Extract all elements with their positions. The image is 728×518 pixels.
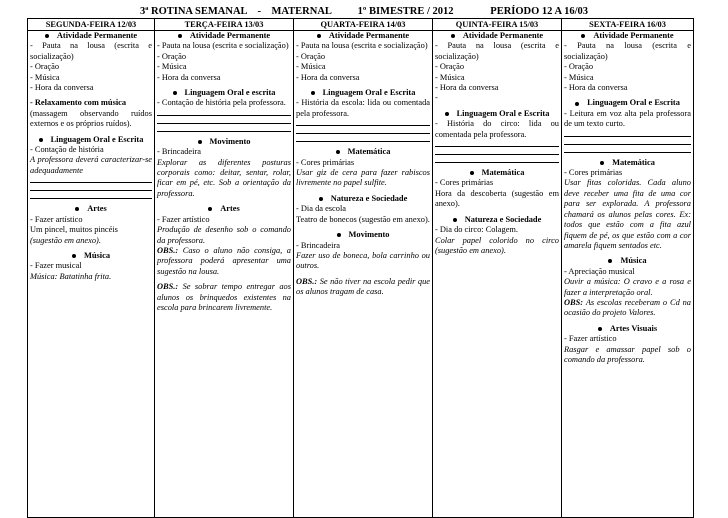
writing-line — [296, 119, 430, 126]
observation-label: OBS.: — [157, 282, 179, 292]
activity-title — [296, 194, 430, 204]
activity-title-text: Matemática — [612, 157, 655, 167]
activity-line: - Pauta na lousa (escrita e socialização) — [30, 41, 152, 61]
activity-title — [157, 31, 291, 41]
activity-instruction: Música: Batatinha frita. — [30, 271, 112, 281]
activity-instruction: Ouvir a música: O cravo e a rosa e fazer a interpretação oral. — [564, 277, 691, 297]
activity-line: Hora da descoberta (sugestão em anexo). — [435, 188, 559, 209]
activity-title — [157, 204, 291, 214]
activity-title-text: Artes Visuais — [609, 323, 658, 333]
activity-block — [30, 204, 152, 246]
writing-line — [564, 138, 691, 145]
activity-line: - Fazer artístico — [157, 214, 210, 224]
activity-block — [30, 31, 152, 93]
day-header: TERÇA-FEIRA 13/03 — [155, 19, 294, 31]
activity-block — [157, 31, 291, 83]
activity-line: - Pauta na lousa (escrita e socialização) — [435, 41, 559, 61]
activity-line: - Cores primárias — [435, 178, 494, 188]
writing-line — [30, 184, 152, 191]
day-header: QUARTA-FEIRA 14/03 — [294, 19, 433, 31]
activity-line: - Oração — [296, 51, 326, 61]
bullet-icon — [608, 259, 612, 263]
writing-line — [435, 156, 559, 163]
activity-title — [435, 109, 559, 119]
activity-block — [564, 158, 691, 252]
activity-block — [157, 282, 291, 313]
observation-text: Se não tiver na escola pedir que os alunos tragam de casa. — [296, 276, 431, 297]
activity-block — [435, 168, 559, 210]
activity-title — [30, 135, 152, 145]
activity-instruction: (sugestão em anexo). — [30, 235, 101, 245]
bullet-icon — [72, 254, 76, 258]
activity-line: - Fazer musical — [30, 261, 82, 271]
activity-title — [157, 137, 291, 147]
activity-title-text: Movimento — [209, 136, 251, 146]
activity-line: - Dia da escola — [296, 204, 346, 214]
observation-label: OBS.: — [157, 245, 179, 255]
activity-line: - Fazer artístico — [30, 214, 83, 224]
activity-line: - Brincadeira — [157, 147, 201, 157]
writing-line — [564, 130, 691, 137]
activity-title — [564, 31, 691, 41]
activity-title-text: Natureza e Sociedade — [330, 193, 408, 203]
activity-title-text: Linguagem Oral e Escrita — [456, 108, 550, 118]
bullet-icon — [470, 171, 474, 175]
activity-line: - Oração — [157, 51, 187, 61]
activity-line: - Pauta na lousa (escrita e socialização) — [296, 41, 428, 51]
activity-block — [564, 256, 691, 318]
activity-title-text: Linguagem Oral e Escrita — [50, 134, 144, 144]
activity-line: - História do circo: lida ou comentada pela professora. — [435, 119, 559, 139]
activity-line: - Dia do circo: Colagem. — [435, 225, 519, 235]
activity-instruction: Usar fitas coloridas. Cada aluno deve receber uma fita de uma cor para ser explorada. A professora chamará os alunos pelas cores. Ex: todos que estão com a fita azul fiquem de pé, os que estão com a cor amarela fiquem sentados etc. — [564, 178, 691, 250]
writing-line — [157, 125, 291, 132]
activity-line: - Apreciação musical — [564, 266, 635, 276]
activity-block — [296, 88, 430, 142]
bullet-icon — [208, 207, 212, 211]
activity-title-text: Atividade Permanente — [189, 31, 271, 40]
activity-line: - Contação de história pela professora. — [157, 98, 286, 108]
bullet-icon — [581, 34, 585, 38]
activity-block — [435, 109, 559, 163]
day-header: SEXTA-FEIRA 16/03 — [562, 19, 694, 31]
activity-block — [564, 98, 691, 152]
activity-block — [435, 31, 559, 104]
activity-block — [296, 194, 430, 225]
activity-title — [564, 256, 691, 266]
day-header: QUINTA-FEIRA 15/03 — [433, 19, 562, 31]
bullet-icon — [451, 34, 455, 38]
writing-line — [296, 127, 430, 134]
activity-title — [435, 31, 559, 41]
activity-title-text: Atividade Permanente — [328, 31, 410, 40]
observation-note — [157, 282, 291, 313]
writing-line — [157, 117, 291, 124]
day-column-friday — [562, 31, 694, 518]
bullet-icon — [317, 34, 321, 38]
activity-line: - Contação de história — [30, 145, 104, 155]
activity-title-text: Atividade Permanente — [593, 31, 674, 40]
activity-title — [30, 204, 152, 214]
activity-title — [30, 251, 152, 261]
activity-block — [435, 215, 559, 257]
bullet-icon — [173, 91, 177, 95]
bullet-icon — [337, 233, 341, 237]
activity-block — [564, 31, 691, 93]
activity-instruction: Usar giz de cera para fazer rabiscos livremente no papel sulfite. — [296, 168, 430, 188]
activity-instruction: Produção de desenho sob o comando da professora. — [157, 225, 291, 245]
activity-title-text: Matemática — [347, 147, 391, 157]
activity-line: (massagem observando ruídos externos e os próprios ruídos). — [30, 108, 152, 129]
bullet-icon — [178, 34, 182, 38]
activity-title-text: Matemática — [481, 168, 525, 178]
observation-note — [157, 246, 291, 277]
activity-title — [157, 88, 291, 98]
activity-block — [30, 251, 152, 282]
activity-block — [30, 135, 152, 200]
bullet-icon — [45, 34, 49, 38]
observation-note — [296, 277, 430, 298]
activity-block — [30, 98, 152, 129]
activity-line: - Hora da conversa — [157, 72, 221, 82]
activity-block — [157, 88, 291, 132]
activity-block — [296, 277, 430, 298]
activity-line: - Música — [30, 72, 60, 82]
bullet-icon — [75, 207, 79, 211]
activity-line: - Pauta na lousa (escrita e socialização) — [564, 41, 691, 61]
bullet-icon — [319, 197, 323, 201]
day-column-thursday — [433, 31, 562, 518]
activity-title — [435, 168, 559, 178]
bullet-icon — [575, 102, 579, 106]
activity-line: - Oração — [564, 62, 594, 72]
activity-line: - — [435, 93, 438, 103]
activity-title — [30, 98, 152, 108]
day-column-monday — [28, 31, 155, 518]
bullet-icon — [336, 150, 340, 154]
observation-text: As escolas receberam o Cd na ocasião do projeto Valores. — [564, 297, 691, 318]
activity-title — [564, 98, 691, 108]
document-title: 3ª ROTINA SEMANAL - MATERNAL 1º BIMESTRE / 2012 PERÍODO 12 A 16/03 — [139, 6, 589, 17]
activity-title-text: Música — [620, 256, 647, 266]
bullet-icon — [445, 112, 449, 116]
activity-block — [157, 137, 291, 199]
activity-line: Um pincel, muitos pincéis — [30, 225, 118, 235]
activity-line: - Brincadeira — [296, 240, 340, 250]
writing-line — [435, 140, 559, 147]
activity-block — [564, 324, 691, 366]
activity-instruction: Explorar as diferentes posturas corporais como: deitar, sentar, rolar, ficar em pé, etc. Sob a orientação da professora. — [157, 157, 291, 198]
activity-line: - Música — [157, 62, 187, 72]
observation-note — [564, 298, 691, 319]
activity-line: - Cores primárias — [296, 157, 355, 167]
activity-title — [296, 230, 430, 240]
activity-line: - Oração — [435, 62, 465, 72]
observation-text: Se sobrar tempo entregar aos alunos os brinquedos existentes na escola para brincarem livremente. — [157, 282, 291, 312]
writing-line — [564, 146, 691, 153]
writing-line — [296, 135, 430, 142]
activity-line: - Música — [435, 72, 465, 82]
activity-title — [564, 324, 691, 334]
bullet-icon — [453, 218, 457, 222]
activity-title-text: Natureza e Sociedade — [464, 214, 542, 224]
bullet-icon — [598, 327, 602, 331]
activity-title — [564, 158, 691, 168]
activity-line: - Hora da conversa — [30, 83, 94, 93]
activity-instruction: A professora deverá caracterizar-se adequadamente — [30, 155, 152, 175]
writing-line — [30, 192, 152, 199]
day-column-tuesday — [155, 31, 294, 518]
activity-title-text: - Relaxamento com música — [30, 98, 127, 108]
activity-line: - Leitura em voz alta pela professora de um texto curto. — [564, 108, 691, 129]
activity-line: - Hora da conversa — [435, 83, 499, 93]
activity-line: - Fazer artístico — [564, 334, 617, 344]
activity-block — [296, 31, 430, 83]
activity-title — [296, 31, 430, 41]
bullet-icon — [39, 138, 43, 142]
activity-line: - Cores primárias — [564, 168, 623, 178]
activity-line: - Hora da conversa — [296, 72, 360, 82]
observation-label: OBS.: — [296, 276, 318, 286]
activity-title-text: Artes — [87, 204, 107, 214]
day-column-wednesday — [294, 31, 433, 518]
activity-title-text: Artes — [220, 204, 240, 214]
activity-line: - Música — [296, 62, 326, 72]
activity-title — [296, 147, 430, 157]
activity-title-text: Linguagem Oral e escrita — [184, 88, 276, 98]
activity-title — [435, 215, 559, 225]
activity-instruction: Colar papel colorido no circo (sugestão em anexo). — [435, 235, 559, 255]
bullet-icon — [311, 91, 315, 95]
writing-line — [30, 176, 152, 183]
activity-instruction: Fazer uso de boneca, bola carrinho ou outros. — [296, 250, 430, 271]
activity-instruction: Rasgar e amassar papel sob o comando da professora. — [564, 344, 691, 364]
writing-line — [435, 148, 559, 155]
day-header: SEGUNDA-FEIRA 12/03 — [28, 19, 155, 31]
bullet-icon — [198, 140, 202, 144]
activity-line: - Pauta na lousa (escrita e socialização) — [157, 41, 289, 51]
header-row — [28, 19, 694, 31]
bullet-icon — [600, 161, 604, 165]
weekly-schedule-table — [27, 18, 694, 518]
activity-title-text: Atividade Permanente — [56, 31, 138, 40]
observation-text: Caso o aluno não consiga, a professora poderá apresentar uma sugestão na lousa. — [157, 245, 291, 276]
activity-title-text: Música — [83, 250, 111, 260]
activity-title-text: Linguagem Oral e Escrita — [322, 88, 416, 98]
activity-block — [157, 204, 291, 277]
writing-line — [157, 109, 291, 116]
activity-title-text: Movimento — [348, 230, 390, 240]
activity-title — [296, 88, 430, 98]
activity-block — [296, 230, 430, 272]
activity-title-text: Atividade Permanente — [462, 31, 544, 40]
activity-line: - Oração — [30, 62, 60, 72]
activity-line: - História da escola: lida ou comentada pela professora. — [296, 98, 430, 118]
activity-block — [296, 147, 430, 189]
activity-line: Teatro de bonecos (sugestão em anexo). — [296, 214, 430, 224]
activity-line: - Hora da conversa — [564, 83, 628, 93]
activity-title — [30, 31, 152, 41]
activity-line: - Música — [564, 72, 594, 82]
activity-title-text: Linguagem Oral e Escrita — [587, 98, 680, 108]
content-row — [28, 31, 694, 518]
observation-label: OBS: — [564, 297, 584, 307]
